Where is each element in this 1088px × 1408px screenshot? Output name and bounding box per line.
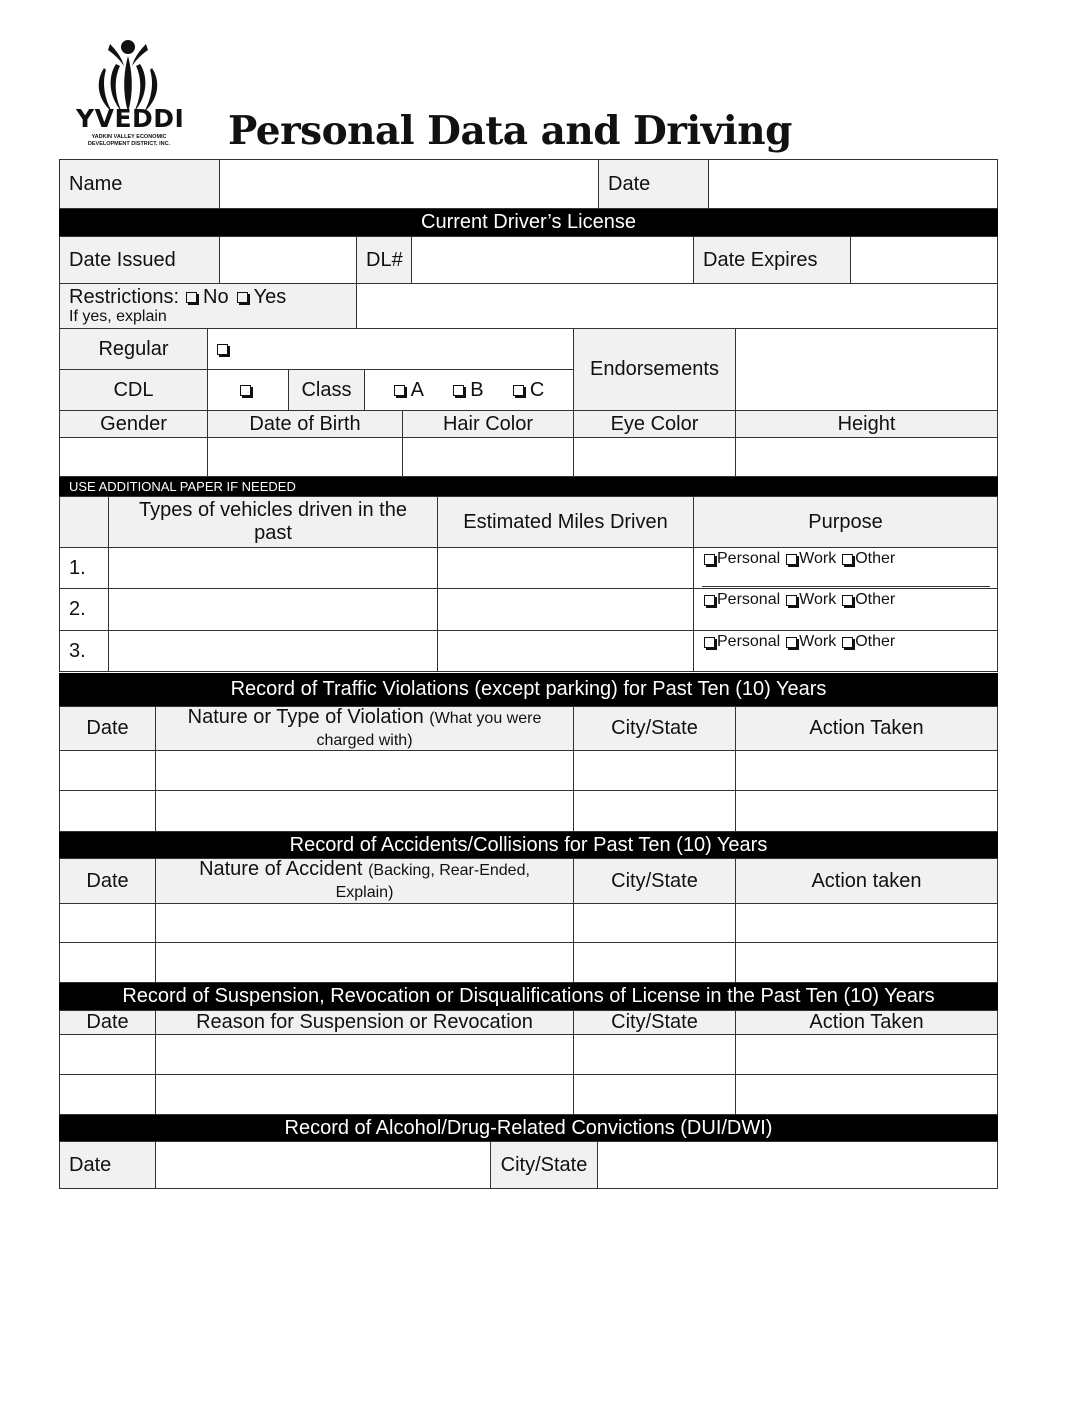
dl-number-field[interactable] bbox=[411, 236, 694, 284]
vehicles-types-header: Types of vehicles driven in the past bbox=[108, 496, 438, 548]
violation-nature-field[interactable] bbox=[155, 750, 574, 791]
date-issued-label: Date Issued bbox=[59, 236, 220, 284]
regular-checkbox[interactable] bbox=[217, 344, 228, 355]
name-field[interactable] bbox=[219, 159, 599, 209]
class-a-label: A bbox=[410, 378, 424, 401]
purpose-other-checkbox[interactable] bbox=[842, 637, 853, 648]
purpose-personal-label: Personal bbox=[717, 591, 781, 608]
height-field[interactable] bbox=[735, 437, 998, 477]
suspensions-section-header: Record of Suspension, Revocation or Disqualifications of License in the Past Ten (10) Years bbox=[59, 983, 998, 1010]
dui-city-field[interactable] bbox=[597, 1141, 998, 1189]
regular-checkbox-cell bbox=[207, 328, 574, 370]
accident-nature-field[interactable] bbox=[155, 903, 574, 943]
accidents-city-header: City/State bbox=[573, 858, 736, 904]
purpose-other-label: Other bbox=[855, 591, 896, 608]
purpose-work-label: Work bbox=[799, 633, 837, 650]
vehicle-row-number: 3. bbox=[59, 630, 109, 672]
dl-number-label: DL# bbox=[356, 236, 412, 284]
vehicle-purpose-options bbox=[693, 630, 998, 672]
logo-subtext: YADKIN VALLEY ECONOMIC DEVELOPMENT DISTRICT, INC. bbox=[87, 134, 171, 147]
class-c-label: C bbox=[529, 378, 545, 401]
hair-color-field[interactable] bbox=[402, 437, 574, 477]
accident-action-field[interactable] bbox=[735, 903, 998, 943]
yveddi-logo bbox=[70, 36, 188, 151]
accident-nature-field[interactable] bbox=[155, 942, 574, 983]
dob-label: Date of Birth bbox=[207, 410, 403, 438]
accident-city-field[interactable] bbox=[573, 942, 736, 983]
date-label: Date bbox=[598, 159, 709, 209]
suspensions-action-header: Action Taken bbox=[735, 1010, 998, 1035]
violation-city-field[interactable] bbox=[573, 750, 736, 791]
violations-nature-label: Nature or Type of Violation bbox=[187, 705, 424, 728]
restrictions-explain-field[interactable] bbox=[356, 283, 998, 329]
purpose-work-checkbox[interactable] bbox=[786, 554, 797, 565]
suspensions-reason-header: Reason for Suspension or Revocation bbox=[155, 1010, 574, 1035]
restrictions-yes-label: Yes bbox=[253, 286, 287, 308]
restrictions-cell bbox=[59, 283, 357, 329]
accident-date-field[interactable] bbox=[59, 903, 156, 943]
name-label: Name bbox=[59, 159, 220, 209]
eye-color-label: Eye Color bbox=[573, 410, 736, 438]
accidents-date-header: Date bbox=[59, 858, 156, 904]
suspension-reason-field[interactable] bbox=[155, 1074, 574, 1115]
date-expires-field[interactable] bbox=[850, 236, 998, 284]
violation-nature-field[interactable] bbox=[155, 790, 574, 832]
suspension-city-field[interactable] bbox=[573, 1034, 736, 1075]
purpose-other-checkbox[interactable] bbox=[842, 595, 853, 606]
vehicle-type-field[interactable] bbox=[108, 630, 438, 672]
dui-date-label: Date bbox=[59, 1141, 156, 1189]
date-field[interactable] bbox=[708, 159, 998, 209]
violation-date-field[interactable] bbox=[59, 750, 156, 791]
restrictions-label: Restrictions: bbox=[69, 286, 180, 308]
height-label: Height bbox=[735, 410, 998, 438]
vehicles-miles-header: Estimated Miles Driven bbox=[437, 496, 694, 548]
vehicle-miles-field[interactable] bbox=[437, 630, 694, 672]
violations-nature-header bbox=[155, 706, 574, 751]
purpose-personal-checkbox[interactable] bbox=[704, 595, 715, 606]
vehicles-purpose-header: Purpose bbox=[693, 496, 998, 548]
purpose-work-label: Work bbox=[799, 591, 837, 608]
regular-label: Regular bbox=[59, 328, 208, 370]
suspensions-city-header: City/State bbox=[573, 1010, 736, 1035]
violations-section-header: Record of Traffic Violations (except parking) for Past Ten (10) Years bbox=[59, 673, 998, 706]
suspensions-date-header: Date bbox=[59, 1010, 156, 1035]
dui-city-label: City/State bbox=[490, 1141, 598, 1189]
endorsements-field[interactable] bbox=[735, 328, 998, 411]
class-c-checkbox[interactable] bbox=[513, 385, 524, 396]
suspension-reason-field[interactable] bbox=[155, 1034, 574, 1075]
purpose-other-checkbox[interactable] bbox=[842, 554, 853, 565]
class-a-checkbox[interactable] bbox=[394, 385, 405, 396]
vehicle-purpose-options bbox=[693, 588, 998, 631]
vehicle-miles-field[interactable] bbox=[437, 588, 694, 631]
dui-date-field[interactable] bbox=[155, 1141, 491, 1189]
endorsements-label: Endorsements bbox=[573, 328, 736, 411]
violations-city-header: City/State bbox=[573, 706, 736, 751]
cdl-label: CDL bbox=[59, 369, 208, 411]
violation-action-field[interactable] bbox=[735, 750, 998, 791]
accident-action-field[interactable] bbox=[735, 942, 998, 983]
purpose-personal-label: Personal bbox=[717, 633, 781, 650]
dob-field[interactable] bbox=[207, 437, 403, 477]
suspension-action-field[interactable] bbox=[735, 1034, 998, 1075]
accident-city-field[interactable] bbox=[573, 903, 736, 943]
accident-date-field[interactable] bbox=[59, 942, 156, 983]
accidents-nature-label: Nature of Accident bbox=[199, 858, 363, 880]
purpose-other-label: Other bbox=[855, 550, 896, 567]
date-issued-field[interactable] bbox=[219, 236, 357, 284]
restrictions-explain-label: If yes, explain bbox=[69, 308, 167, 325]
suspension-city-field[interactable] bbox=[573, 1074, 736, 1115]
date-expires-label: Date Expires bbox=[693, 236, 851, 284]
suspension-date-field[interactable] bbox=[59, 1074, 156, 1115]
license-section-header: Current Driver’s License bbox=[59, 209, 998, 236]
class-options bbox=[364, 369, 574, 411]
additional-paper-note: USE ADDITIONAL PAPER IF NEEDED bbox=[59, 477, 998, 496]
restrictions-no-checkbox[interactable] bbox=[186, 292, 197, 303]
hair-color-label: Hair Color bbox=[402, 410, 574, 438]
vehicle-row-number: 1. bbox=[59, 547, 109, 589]
cdl-checkbox-cell bbox=[207, 369, 289, 411]
restrictions-yes-checkbox[interactable] bbox=[237, 292, 248, 303]
purpose-work-checkbox[interactable] bbox=[786, 595, 797, 606]
gender-field[interactable] bbox=[59, 437, 208, 477]
vehicle-purpose-options bbox=[693, 547, 998, 589]
vehicle-miles-field[interactable] bbox=[437, 547, 694, 589]
logo-text: YVEDDI bbox=[76, 104, 185, 133]
purpose-work-label: Work bbox=[799, 550, 837, 567]
class-b-label: B bbox=[470, 378, 484, 401]
violations-action-header: Action Taken bbox=[735, 706, 998, 751]
gender-label: Gender bbox=[59, 410, 208, 438]
page-title: Personal Data and Driving bbox=[228, 108, 792, 154]
dui-section-header: Record of Alcohol/Drug-Related Convictions (DUI/DWI) bbox=[59, 1115, 998, 1142]
violation-action-field[interactable] bbox=[735, 790, 998, 832]
accidents-section-header: Record of Accidents/Collisions for Past Ten (10) Years bbox=[59, 832, 998, 858]
cdl-checkbox[interactable] bbox=[240, 385, 251, 396]
vehicle-type-field[interactable] bbox=[108, 588, 438, 631]
violations-nature-note: (What you were charged with) bbox=[316, 709, 542, 749]
purpose-other-label: Other bbox=[855, 633, 896, 650]
purpose-underline bbox=[702, 586, 990, 587]
suspension-action-field[interactable] bbox=[735, 1074, 998, 1115]
class-label: Class bbox=[288, 369, 365, 411]
suspension-date-field[interactable] bbox=[59, 1034, 156, 1075]
accidents-nature-note: (Backing, Rear-Ended, Explain) bbox=[335, 862, 530, 901]
accidents-nature-header bbox=[155, 858, 574, 904]
vehicle-row-number: 2. bbox=[59, 588, 109, 631]
vehicles-number-header bbox=[59, 496, 109, 548]
purpose-personal-checkbox[interactable] bbox=[704, 554, 715, 565]
purpose-work-checkbox[interactable] bbox=[786, 637, 797, 648]
purpose-personal-label: Personal bbox=[717, 550, 781, 567]
accidents-action-header: Action taken bbox=[735, 858, 998, 904]
class-b-checkbox[interactable] bbox=[453, 385, 464, 396]
vehicle-type-field[interactable] bbox=[108, 547, 438, 589]
violation-city-field[interactable] bbox=[573, 790, 736, 832]
violations-date-header: Date bbox=[59, 706, 156, 751]
eye-color-field[interactable] bbox=[573, 437, 736, 477]
restrictions-no-label: No bbox=[203, 286, 229, 308]
purpose-personal-checkbox[interactable] bbox=[704, 637, 715, 648]
violation-date-field[interactable] bbox=[59, 790, 156, 832]
